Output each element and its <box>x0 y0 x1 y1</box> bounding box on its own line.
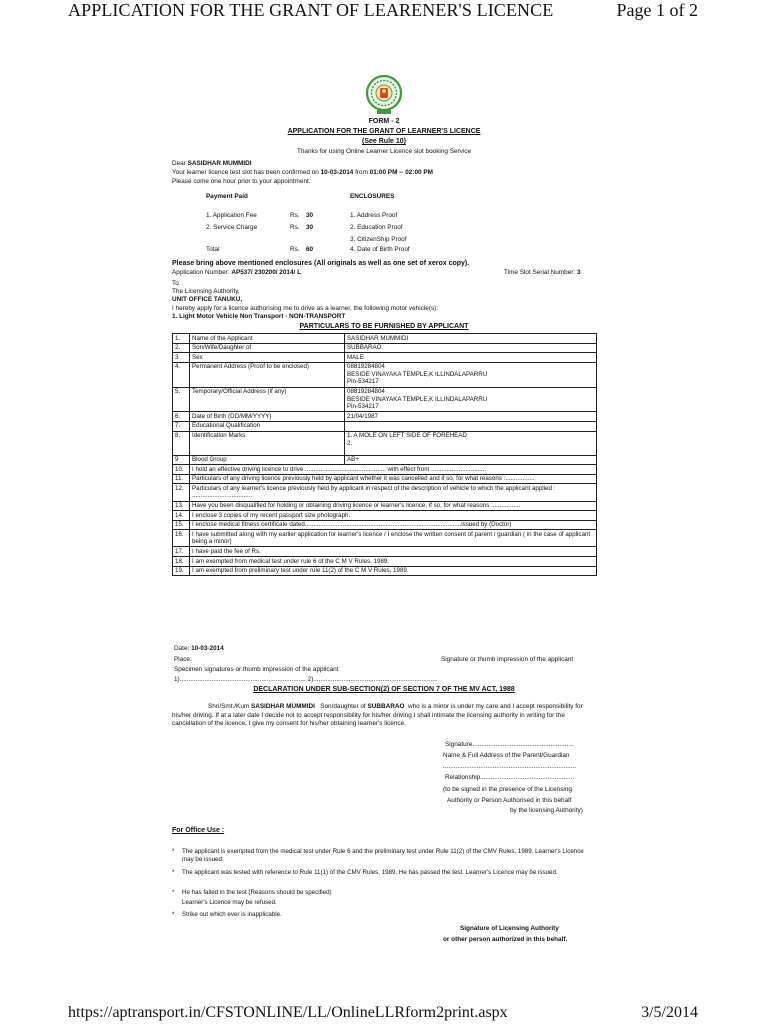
specimen-label: Specimen signatures or thumb impression of the applicant <box>174 666 339 673</box>
row-value: SASIDHAR MUMMIDI <box>345 334 597 344</box>
payment-row-rs: Rs. <box>290 224 300 231</box>
particulars-row <box>173 511 597 521</box>
row-value: 08819284804 BESIDE VINAYAKA TEMPLE,K ILLINDALAPARRU Pin-534217 <box>345 387 597 412</box>
row-number: 8. <box>173 431 190 455</box>
row-value <box>345 421 597 431</box>
payment-total-label: Total <box>206 246 220 253</box>
particulars-row <box>173 431 597 455</box>
row-number: 17. <box>173 547 190 557</box>
enclosures-heading: ENCLOSURES <box>350 193 395 200</box>
row-value: MALE <box>345 353 597 363</box>
office-note: The applicant is exempted from the medical test under Rule 6 and the preliminary test under Rule 11(2) of the CMV Rules, 1989. Learner's Licence may be issued. <box>182 848 584 863</box>
form-rule: (See Rule 10) <box>362 138 406 145</box>
row-number: 3 <box>173 353 190 363</box>
row-label: Educational Qualification <box>190 421 345 431</box>
apply-line: I hereby apply for a licence authorising me to drive as a learner, the following motor vehicle(s): <box>172 305 439 312</box>
row-number: 19. <box>173 566 190 576</box>
particulars-row <box>173 566 597 576</box>
row-label: Permanent Address (Proof to be enclosed) <box>190 362 345 387</box>
particulars-row <box>173 343 597 353</box>
parent-address-dots: ........................................................................... <box>443 763 577 770</box>
row-number: 11. <box>173 474 190 484</box>
specimen-lines: 1)....................................................................... 2)...................................................................... <box>174 676 438 683</box>
row-label: Sex <box>190 353 345 363</box>
particulars-row <box>173 474 597 484</box>
particulars-row <box>173 455 597 465</box>
particulars-row <box>173 387 597 412</box>
row-value: AB+ <box>345 455 597 465</box>
date-line: Date: 10-03-2014 <box>174 645 224 652</box>
time-slot-serial: Time Slot Serial Number: 3 <box>504 269 581 276</box>
row-value: 08819284804 BESIDE VINAYAKA TEMPLE,K ILLINDALAPARRU Pin-534217 <box>345 362 597 387</box>
signing-note: by the licensing Authority) <box>510 807 583 814</box>
application-number: Application Number: AP537/ 230200/ 2014/ L <box>172 269 301 276</box>
licensing-signature-label: Signature of Licensing Authority <box>460 925 559 932</box>
row-value: SUBBARAO <box>345 343 597 353</box>
particulars-row <box>173 412 597 422</box>
row-number: 9 <box>173 455 190 465</box>
row-number: 13. <box>173 501 190 511</box>
bullet-icon: * <box>172 869 175 876</box>
signing-note: Authority or Person Authorised in this behalf <box>447 797 572 804</box>
unit-office: UNIT OFFICE TANUKU, <box>172 296 243 303</box>
particulars-row <box>173 421 597 431</box>
place-label: Place: <box>174 656 192 663</box>
office-use-heading: For Office Use : <box>172 827 225 834</box>
row-label: Date of Birth (DD/MM/YYYY) <box>190 412 345 422</box>
row-statement: Have you been disqualified for holding or obtaining driving licence or learner's licence, if so, for what reasons :................ <box>190 501 597 511</box>
slot-confirmation: Your learner licence test slot has been confirmed on 10-03-2014 from 01:00 PM -- 02:00 PM <box>172 169 433 176</box>
row-statement: Particulars of any driving licence previously held by applicant whether it was cancelled and if so, for what reasons :................. <box>190 474 597 484</box>
row-statement: I enclose medical fitness certificate dated...........................................................................................issued by (Doctor) <box>190 520 597 530</box>
row-value: 21/04/1987 <box>345 412 597 422</box>
enclosure-item: 3. CitizenShip Proof <box>350 236 407 243</box>
office-note: Strike out which ever is inapplicable. <box>182 911 282 918</box>
enclosure-item: 1. Address Proof <box>350 212 398 219</box>
particulars-row <box>173 362 597 387</box>
row-statement: I enclose 3 copies of my recent passport size photograph. <box>190 511 597 521</box>
row-number: 18. <box>173 557 190 567</box>
signing-note: (to be signed in the presence of the Licensing <box>443 786 572 793</box>
bullet-icon: * <box>172 848 175 855</box>
row-statement: I have submitted along with my earlier application for learner's licence / I enclose the written consent of parent / guardian ( in the case of applicant being a minor) <box>190 530 597 547</box>
office-note: The applicant was tested with reference to Rule 11(1) of the CMV Rules, 1989. He has passed the test. Learner's Licence may be issued. <box>182 869 558 876</box>
print-page-number: Page 1 of 2 <box>616 0 698 20</box>
payment-row-amount: 30 <box>306 224 314 231</box>
applicant-name: SASIDHAR MUMMIDI <box>187 160 252 167</box>
payment-total-amount: 60 <box>306 246 314 253</box>
declaration-heading: DECLARATION UNDER SUB-SECTION(2) OF SECTION 7 OF THE MV ACT, 1988 <box>253 686 515 693</box>
enclosure-item: 4. Date of Birth Proof <box>350 246 410 253</box>
row-number: 6. <box>173 412 190 422</box>
row-number: 4. <box>173 362 190 387</box>
print-footer-url: https://aptransport.in/CFSTONLINE/LL/OnlineLLRform2print.aspx <box>68 1004 508 1021</box>
row-number: 12. <box>173 484 190 501</box>
row-label: Son/Wife/Daughter of <box>190 343 345 353</box>
parent-signature-line: Signature......................................................... <box>445 741 574 748</box>
particulars-heading: PARTICULARS TO BE FURNISHED BY APPLICANT <box>299 323 469 330</box>
row-label: Temporary/Official Address (if any) <box>190 387 345 412</box>
row-number: 1. <box>173 334 190 344</box>
payment-row-label: 2. Service Charge <box>206 224 258 231</box>
particulars-table <box>172 333 597 576</box>
parent-name-label: Name & Full Address of the Parent/Guardian <box>443 752 570 759</box>
form-title: APPLICATION FOR THE GRANT OF LEARNER'S LICENCE <box>287 128 481 135</box>
particulars-row <box>173 501 597 511</box>
particulars-row <box>173 353 597 363</box>
office-note-refused: Learner's Licence may be refused. <box>182 899 277 906</box>
row-number: 15. <box>173 520 190 530</box>
row-label: Name of the Applicant <box>190 334 345 344</box>
particulars-row <box>173 465 597 475</box>
state-emblem-icon <box>364 71 404 119</box>
particulars-row <box>173 530 597 547</box>
declaration-text: Shri/Smt./Kum SASIDHAR MUMMIDI Son/daughter of SUBBARAO who is a minor is under my care and I accept responsibility for his/her driving. If at a later date I decide not to accept responsibility for his/her driving I shall intimate the licensing authority in writing for the cancellation of the licence. I give my consent for his/her obtaining learner's licence. <box>172 703 583 728</box>
row-number: 7. <box>173 421 190 431</box>
payment-row-label: 1. Application Fee <box>206 212 257 219</box>
row-statement: I have paid the fee of Rs. <box>190 547 597 557</box>
row-statement: I am exempted from medical test under rule 6 of the C M V Rules, 1989. <box>190 557 597 567</box>
particulars-row <box>173 334 597 344</box>
row-statement: Particulars of any learner's licence previously held by applicant in respect of the description of vehicle to which the applicant applied : ................................... <box>190 484 597 501</box>
row-value: 1. A MOLE ON LEFT SIDE OF FOREHEAD 2. <box>345 431 597 455</box>
applicant-signature-label: Signature or thumb impression of the applicant <box>441 656 574 663</box>
print-footer-date: 3/5/2014 <box>641 1004 698 1021</box>
print-header-title: APPLICATION FOR THE GRANT OF LEARENER'S LICENCE <box>68 0 554 20</box>
licensing-signature-label: or other person authorized in this behalf. <box>443 936 568 943</box>
office-note: He has failed in the test (Reasons should be specified) <box>182 889 332 896</box>
vehicle-class: 1. Light Motor Vehicle Non Transport - NON-TRANSPORT <box>172 313 346 320</box>
to-label: To <box>172 280 179 287</box>
particulars-row <box>173 520 597 530</box>
authority-label: The Licensing Authority, <box>172 288 240 295</box>
row-label: Identification Marks <box>190 431 345 455</box>
arrival-note: Please come one hour prior to your appointment. <box>172 178 311 185</box>
payment-row-amount: 30 <box>306 212 314 219</box>
enclosure-item: 2. Education Proof <box>350 224 403 231</box>
row-statement: I am exempted from preliminary test under rule 11(2) of the C M V Rules, 1989. <box>190 566 597 576</box>
particulars-row <box>173 557 597 567</box>
bullet-icon: * <box>172 911 175 918</box>
enclosure-notice: Please bring above mentioned enclosures (All originals as well as one set of xerox copy). <box>172 260 470 267</box>
payment-total-rs: Rs. <box>290 246 300 253</box>
row-number: 5. <box>173 387 190 412</box>
greeting: Dear SASIDHAR MUMMIDI <box>172 160 252 167</box>
row-number: 14. <box>173 511 190 521</box>
thanks-line: Thanks for using Online Learner Licence slot booking Service <box>296 148 472 155</box>
row-number: 2. <box>173 343 190 353</box>
particulars-row <box>173 547 597 557</box>
row-label: Blood Group <box>190 455 345 465</box>
form-number: FORM - 2 <box>368 118 400 125</box>
payment-row-rs: Rs. <box>290 212 300 219</box>
row-statement: I hold an effective driving licence to drive ............................................... with effect from ................................ <box>190 465 597 475</box>
particulars-row <box>173 484 597 501</box>
row-number: 10. <box>173 465 190 475</box>
relationship-line: Relationship..................................................... <box>445 774 575 781</box>
payment-heading: Payment Paid <box>206 193 248 200</box>
bullet-icon: * <box>172 889 175 896</box>
row-number: 16. <box>173 530 190 547</box>
